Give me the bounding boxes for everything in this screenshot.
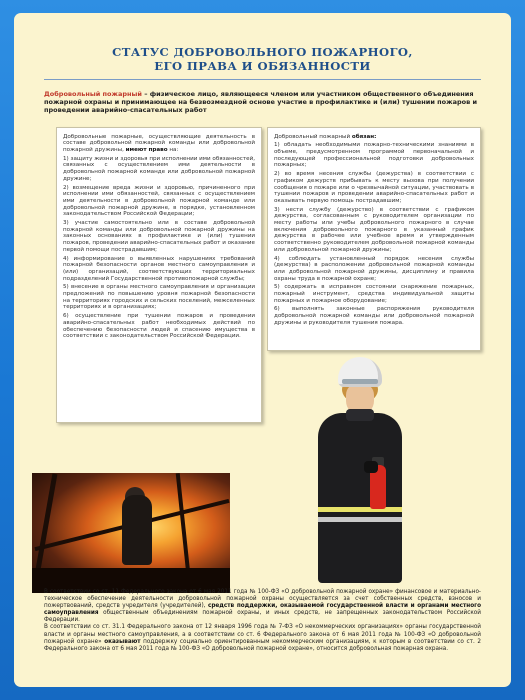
footer-p2-text: В соответствии со ст. 31.1 Федерального закона от 12 января 1996 года № 7-ФЗ «О некоммерческих организациях» органы государственной власти и органы местного самоуправления, а в соответствии со ст. 6 Федерального закона от 6 мая 2011 года № 100-ФЗ «О добровольной пожарной охране» — [44, 624, 481, 645]
definition-paragraph — [44, 90, 481, 115]
footer-paragraph-2 — [44, 624, 481, 652]
rights-item: 4) информирование о выявленных нарушениях требований пожарной безопасности органов местного самоуправления и (или) организаций, соответствующих территориальных подразделений Государственной противопожарной службы; — [63, 255, 255, 282]
definition-term: Добровольный пожарный — [44, 90, 142, 98]
rights-item: 6) осуществление при тушении пожаров и проведении аварийно-спасательных работ необходимых действий по обеспечению безопасности людей и спасению имущества в соответствии с законодательством Российской Федерации. — [63, 313, 255, 340]
duties-item: 6) выполнять законные распоряжения руководителя добровольной пожарной команды или добровольной пожарной дружины и руководителя тушения пожара. — [274, 306, 474, 326]
duties-card — [267, 127, 481, 351]
duties-lead-bold: обязан: — [351, 133, 377, 140]
rights-lead-bold: имеют право — [125, 147, 168, 154]
rights-item: 5) внесение в органы местного самоуправления и организации предложений по повышению уровня пожарной безопасности на территориях городских и сельских поселений, межселенных территориях и в организациях; — [63, 284, 255, 311]
duties-item: 3) нести службу (дежурство) в соответствии с графиком дежурства, согласованным с руководителем организации по месту работы или учебы добровольного пожарного в случае включения добровольного пожарного в указанный график дежурства в рабочее или учебное время и утвержденным соответственно руководителем добровольной пожарной команды или добровольной пожарной дружины; — [274, 206, 474, 253]
rights-lead — [63, 134, 255, 154]
definition-text: – физическое лицо, являющееся членом или участником общественного объединения пожарной охраны и принимающее на безвозмездной основе участие в профилактике и (или) тушении пожаров и проведении аварийно-спасательных работ — [44, 90, 478, 115]
duties-item: 5) содержать в исправном состоянии снаряжение пожарных, пожарный инструмент, средства индивидуальной защиты пожарных и пожарное оборудование; — [274, 284, 474, 304]
content-columns — [44, 127, 481, 423]
footer-p1-text: В соответствии со ст. 11 Федерального закона от 6 мая 2011 года № 100-ФЗ «О добровольной пожарной охране» финансовое и материально-техническое обеспечение деятельности добровольной пожарной охраны осуществляется за счет собственных средств, взносов и пожертвований, средств учредителя (учредителей), — [44, 589, 481, 610]
duties-lead-text: Добровольный пожарный — [274, 133, 352, 140]
rights-item: 1) защиту жизни и здоровья при исполнении ими обязанностей, связанных с осуществлением ими деятельности в добровольной пожарной команде или добровольной пожарной дружине; — [63, 155, 255, 182]
rights-item: 2) возмещение вреда жизни и здоровью, причиненного при исполнении ими обязанностей, связанных с осуществлением ими деятельности в добровольной пожарной команде или добровольной пожарной дружине, в порядке, установленном законодательством Российской Федерации; — [63, 184, 255, 218]
title-divider — [44, 79, 481, 80]
poster-panel — [14, 13, 511, 687]
rights-item: 3) участие самостоятельно или в составе добровольной пожарной команды или добровольной пожарной дружины на законных основаниях в профилактике и (или) тушении пожаров, проведении аварийно-спасательных работ и оказание первой помощи пострадавшим; — [63, 220, 255, 253]
footer-paragraph-1 — [44, 589, 481, 624]
rights-lead-text: Добровольные пожарные, осуществляющие деятельность в составе добровольной пожарной команды или добровольной пожарной дружины, — [63, 133, 255, 154]
duties-lead — [274, 134, 474, 141]
rights-lead-end: на: — [167, 147, 179, 154]
protective-suit-icon — [318, 413, 402, 583]
rights-card — [56, 127, 262, 423]
duties-item: 2) во время несения службы (дежурства) в соответствии с графиком дежурств прибывать к месту вызова при получении сообщения о пожаре или о чрезвычайной ситуации, участвовать в тушении пожаров и проведении аварийно-спасательных работ и оказывать первую помощь пострадавшим; — [274, 171, 474, 204]
legal-footer — [44, 589, 481, 653]
footer-p2-bold: оказывают — [104, 638, 141, 645]
female-firefighter-photo — [304, 357, 414, 577]
title-line-1: СТАТУС ДОБРОВОЛЬНОГО ПОЖАРНОГО, — [112, 45, 413, 59]
footer-p1-bold: средств поддержки, оказываемой государственной власти и органами местного самоуправления — [44, 603, 482, 617]
firefighter-fire-photo — [32, 473, 230, 593]
duties-item: 4) соблюдать установленный порядок несения службы (дежурства) в расположении добровольной пожарной команды или добровольной пожарной дружины, дисциплину и правила охраны труда в пожарной охране; — [274, 255, 474, 282]
duties-item: 1) обладать необходимыми пожарно-техническими знаниями в объеме, предусмотренном программой первоначальной и последующей профессиональной подготовки добровольных пожарных; — [274, 142, 474, 169]
title-line-2: ЕГО ПРАВА И ОБЯЗАННОСТИ — [154, 59, 371, 73]
firefighter-silhouette — [122, 495, 152, 565]
footer-p1-end: общественным объединениям пожарной охраны, и иных средств, не запрещенных законодательством Российской Федерации. — [44, 610, 481, 624]
poster-title — [44, 45, 481, 73]
photo-area — [14, 457, 511, 597]
footer-p2-end: поддержку социально ориентированным некоммерческим организациям, к которым в соответствии со ст. 2 Федерального закона от 6 мая 2011 года № 100-ФЗ «О добровольной пожарной охране», относится добровольная пожарная охрана. — [44, 638, 481, 652]
